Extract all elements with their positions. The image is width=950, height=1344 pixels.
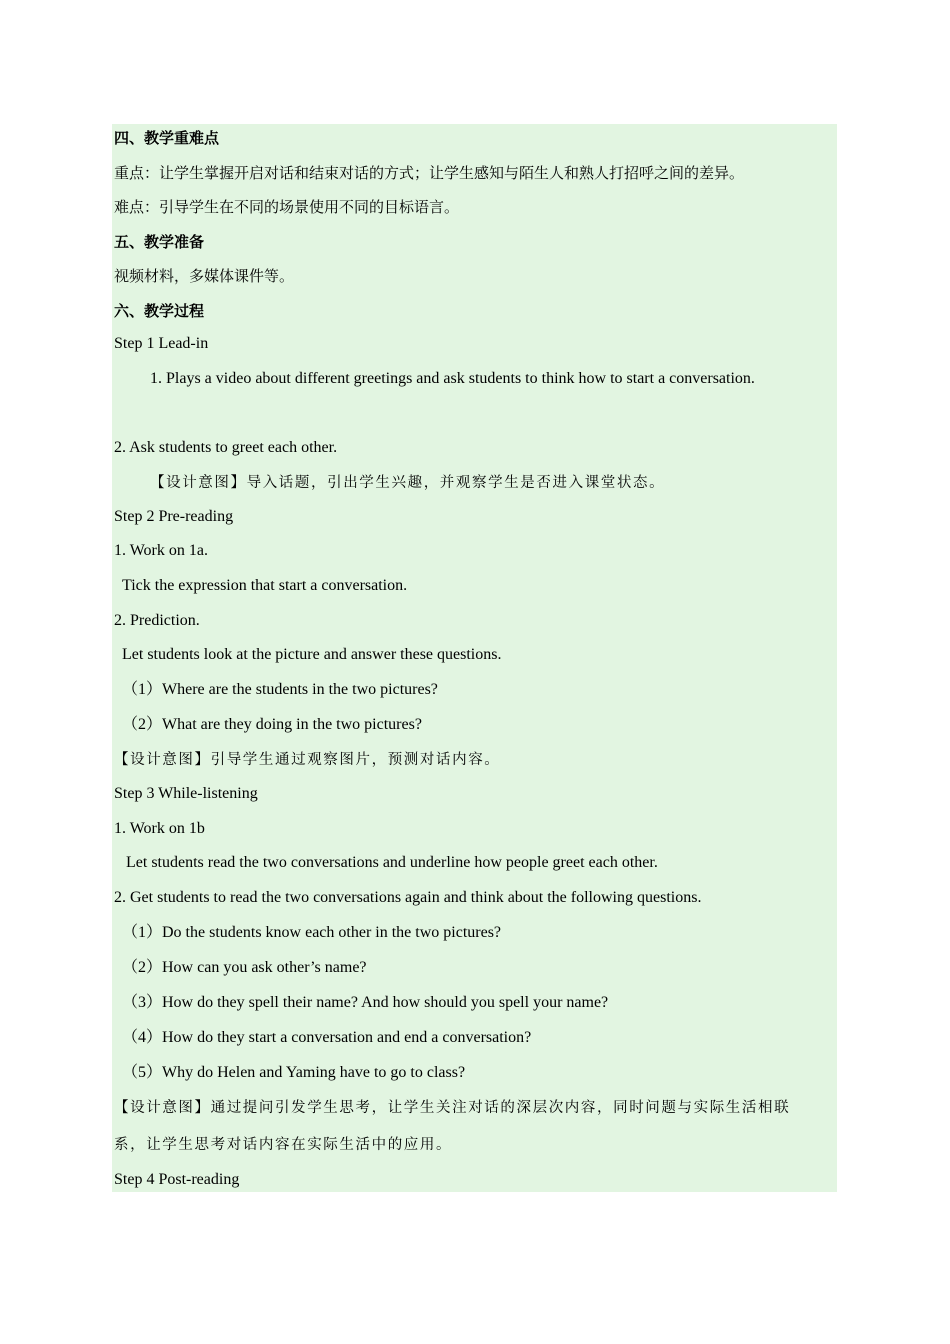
- step3-title: Step 3 While-listening: [114, 785, 258, 802]
- document-content-block: [112, 124, 837, 1192]
- step2-item2: 2. Prediction.: [114, 612, 200, 629]
- step3-question-1: （1）Do the students know each other in the two pictures?: [122, 924, 502, 941]
- step3-design-intent-line2: 系，让学生思考对话内容在实际生活中的应用。: [114, 1137, 453, 1153]
- step2-design-intent: 【设计意图】引导学生通过观察图片，预测对话内容。: [114, 752, 501, 768]
- step2-title: Step 2 Pre-reading: [114, 508, 234, 525]
- step1-design-intent: 【设计意图】导入话题，引出学生兴趣，并观察学生是否进入课堂状态。: [150, 475, 666, 491]
- step2-question-1: （1）Where are the students in the two pictures?: [122, 681, 438, 698]
- step3-design-intent-line1: 【设计意图】通过提问引发学生思考，让学生关注对话的深层次内容，同时问题与实际生活相联: [114, 1100, 791, 1116]
- step3-item1: 1. Work on 1b: [114, 820, 205, 837]
- step1-title: Step 1 Lead-in: [114, 335, 209, 352]
- difficulties-text: 难点：引导学生在不同的场景使用不同的目标语言。: [114, 198, 460, 216]
- step1-item1: 1. Plays a video about different greetings and ask students to think how to start a conversation.: [150, 370, 755, 387]
- step3-question-2: （2）How can you ask other’s name?: [122, 959, 367, 976]
- step3-question-4: （4）How do they start a conversation and end a conversation?: [122, 1029, 532, 1046]
- section-heading-preparation: 五、教学准备: [114, 233, 205, 251]
- step2-item2-detail: Let students look at the picture and answer these questions.: [122, 646, 502, 663]
- step3-item1-detail: Let students read the two conversations and underline how people greet each other.: [126, 854, 658, 871]
- step3-item2: 2. Get students to read the two conversations again and think about the following questions.: [114, 889, 702, 906]
- section-heading-process: 六、教学过程: [114, 302, 205, 320]
- section-heading-key-points: 四、教学重难点: [114, 129, 220, 147]
- step2-item1: 1. Work on 1a.: [114, 542, 208, 559]
- step3-question-3: （3）How do they spell their name? And how should you spell your name?: [122, 994, 609, 1011]
- step4-title: Step 4 Post-reading: [114, 1171, 240, 1188]
- materials-text: 视频材料，多媒体课件等。: [114, 267, 295, 285]
- step1-item2: 2. Ask students to greet each other.: [114, 439, 338, 456]
- step2-question-2: （2）What are they doing in the two pictures?: [122, 716, 422, 733]
- step2-item1-detail: Tick the expression that start a conversation.: [122, 577, 408, 594]
- step3-question-5: （5）Why do Helen and Yaming have to go to class?: [122, 1064, 466, 1081]
- key-points-text: 重点：让学生掌握开启对话和结束对话的方式；让学生感知与陌生人和熟人打招呼之间的差异。: [114, 164, 745, 182]
